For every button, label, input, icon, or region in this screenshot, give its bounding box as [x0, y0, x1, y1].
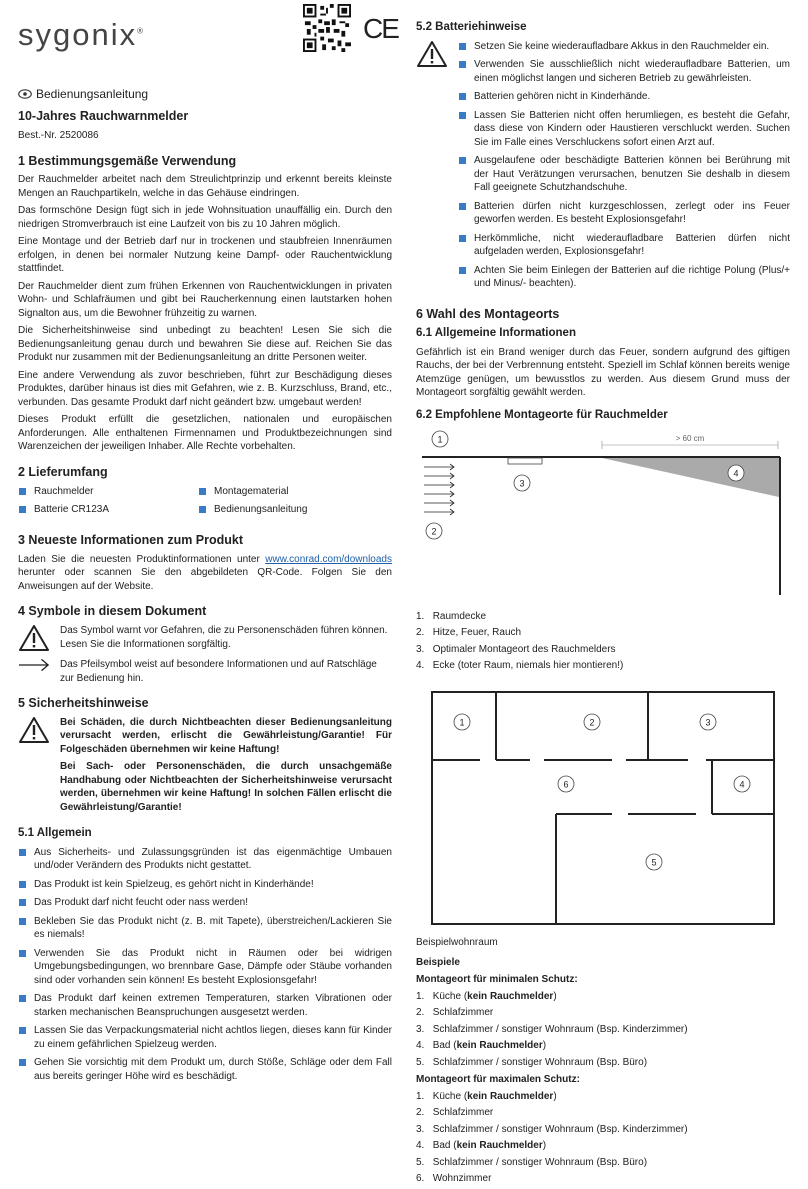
room-4-label: 4: [739, 779, 745, 790]
list-item: 6. Wohnzimmer: [416, 1173, 492, 1185]
s1-para: Der Rauchmelder dient zum frühen Erkennen von Rauchentwicklungen in privaten Wohn- und Schlafräumen und gibt bei Raucherkennung einen lautstarken hohen Signalton aus, um die Bewohner frühzeitig zu warnen.: [18, 280, 392, 319]
warning-text: Bei Schäden, die durch Nichtbeachten dieser Bedienungsanleitung verursacht werden, erlischt die Gewährleistung/Garantie! Für Folgeschäden übernehmen wir keine Haftung!: [60, 716, 392, 755]
list-item: Bekleben Sie das Produkt nicht (z. B. mit Tapete), überstreichen/Lackieren Sie es niemals!: [18, 915, 392, 942]
product-title: 10-Jahres Rauchwarnmelder: [18, 109, 189, 124]
section-4-heading: 4 Symbole in diesem Dokument: [18, 604, 207, 619]
list-item: 1. Küche (kein Rauchmelder): [416, 990, 557, 1002]
list-item: Batterie CR123A: [18, 503, 198, 517]
warning-text: Bei Sach- oder Personenschäden, die durch unsachgemäße Handhabung oder Nichtbeachten der Sicherheitshinweise verursacht werden, übernehmen wir keine Haftung! In solchen Fällen erlischt die Gewährleistung/Garantie!: [60, 761, 392, 813]
list-item: Ausgelaufene oder beschädigte Batterien können bei Berührung mit der Haut Verätzungen verursachen, benutzen Sie deshalb in diesem Fall geeignete Schutzhandschuhe.: [458, 154, 790, 195]
callout-4-label: 4: [733, 468, 739, 479]
list-item: Das Produkt darf nicht feucht oder nass werden!: [18, 896, 392, 910]
list-item: 3. Schlafzimmer / sonstiger Wohnraum (Bsp. Kinderzimmer): [416, 1123, 688, 1135]
max-protection-list: [416, 1090, 790, 1186]
list-item: Achten Sie beim Einlegen der Batterien auf die richtige Polung (Plus/+ und Minus/- beachten).: [458, 264, 790, 291]
list-item: 1. Küche (kein Rauchmelder): [416, 1090, 557, 1102]
floor-plan-diagram: [416, 680, 790, 928]
list-item: Das Produkt ist kein Spielzeug, es gehört nicht in Kinderhände!: [18, 878, 392, 892]
ceiling-diagram: [416, 427, 790, 599]
general-safety-list: [18, 846, 392, 1084]
order-number: Best.-Nr. 2520086: [18, 130, 99, 142]
manual-label-row: [18, 86, 392, 102]
callout-2-label: 2: [431, 526, 437, 537]
list-item: Gehen Sie vorsichtig mit dem Produkt um, durch Stöße, Schläge oder dem Fall aus bereits geringer Höhe wird es beschädigt.: [18, 1056, 392, 1083]
arrow-right-icon: [18, 658, 50, 672]
warning-triangle-icon: [18, 624, 50, 652]
list-item: 3. Schlafzimmer / sonstiger Wohnraum (Bsp. Kinderzimmer): [416, 1023, 688, 1035]
arrow-symbol-row: [18, 658, 392, 685]
ce-mark: CE: [363, 13, 398, 44]
scope-of-delivery: [18, 485, 392, 522]
list-item: Rauchmelder: [18, 485, 198, 499]
list-item: Batterien gehören nicht in Kinderhände.: [458, 90, 790, 104]
list-item: 5. Schlafzimmer / sonstiger Wohnraum (Bsp. Büro): [416, 1156, 648, 1168]
warning-triangle-icon: [18, 716, 50, 744]
warning-triangle-icon: [416, 40, 448, 68]
warning-symbol-row: [18, 624, 392, 652]
manual-label: Bedienungsanleitung: [36, 87, 149, 101]
qr-code-icon: [303, 4, 351, 52]
download-link[interactable]: www.conrad.com/downloads: [265, 553, 392, 565]
diagram-legend: [416, 610, 790, 673]
legend-item: 4. Ecke (toter Raum, niemals hier montieren!): [416, 660, 624, 672]
s1-para: Eine andere Verwendung als zuvor beschrieben, führt zur Beschädigung dieses Produktes, darüber hinaus ist dies mit Gefahren, wie z. B. Kurzschluss, Brand, etc., verbunden. Das gesamte Produkt darf nicht geändert bzw. umgebaut werden!: [18, 369, 392, 408]
list-item: Herkömmliche, nicht wiederaufladbare Batterien dürfen nicht aufgeladen werden, Explosionsgefahr!: [458, 232, 790, 259]
section-5-1-heading: 5.1 Allgemein: [18, 827, 92, 840]
s1-para: Das formschöne Design fügt sich in jede Wohnsituation unauffällig ein. Durch den niedrigen Stromverbrauch ist eine Laufzeit von bis zu 10 Jahren möglich.: [18, 205, 392, 230]
safety-warning: [18, 716, 392, 819]
examples-heading: Beispiele: [416, 956, 460, 968]
legend-item: 2. Hitze, Feuer, Rauch: [416, 627, 522, 639]
section-6-2-heading: 6.2 Empfohlene Montageorte für Rauchmelder: [416, 408, 668, 421]
room-3-label: 3: [705, 717, 711, 728]
battery-notes-list: [458, 40, 790, 296]
left-column: [18, 0, 398, 1088]
min-protection-list: [416, 990, 790, 1070]
figure-caption: Beispielwohnraum: [416, 937, 498, 949]
s1-para: Der Rauchmelder arbeitet nach dem Streulichtprinzip und erkennt bereits kleinste Mengen an Rauchpartikeln, welche in das Gehäuse eindringen.: [18, 174, 392, 199]
right-column: [416, 0, 790, 1189]
section-5-2-heading: 5.2 Batteriehinweise: [416, 21, 527, 33]
distance-label: > 60 cm: [675, 434, 705, 444]
list-item: Verwenden Sie ausschließlich nicht wiederaufladbare Batterien, um einen möglichst langen und sicheren Betrieb zu gewährleisten.: [458, 58, 790, 85]
brand-logo: sygonix®: [18, 17, 146, 52]
s1-para: Dieses Produkt erfüllt die gesetzlichen, nationalen und europäischen Anforderungen. Alle enthaltenen Firmennamen und Produktbezeichnungen sind Warenzeichen der jeweiligen Inhaber. Alle Rechte vorbehalten.: [18, 414, 392, 453]
list-item: Aus Sicherheits- und Zulassungsgründen ist das eigenmächtige Umbauen und/oder Verändern des Produkts nicht gestattet.: [18, 846, 392, 873]
s1-para: Eine Montage und der Betrieb darf nur in trockenen und staubfreien Innenräumen erfolgen, in denen bei normaler Nutzung keine Dampf- oder Rauchentwicklung stattfindet.: [18, 236, 392, 275]
s1-para: Die Sicherheitshinweise sind unbedingt zu beachten! Lesen Sie sich die Bedienungsanleitung genau durch und bewahren Sie diese auf. Reichen Sie das Produkt nur zusammen mit der Bedienungsanleitung an dritte Personen weiter.: [18, 325, 392, 364]
min-protection-heading: Montageort für minimalen Schutz:: [416, 974, 578, 986]
list-item: Lassen Sie Batterien nicht offen herumliegen, es besteht die Gefahr, dass diese von Kindern oder Haustieren verschluckt werden. Suchen Sie im Falle eines Verschluckens sofort einen Arzt auf.: [458, 109, 790, 150]
eye-icon: [18, 89, 32, 99]
list-item: Lassen Sie das Verpackungsmaterial nicht achtlos liegen, dieses kann für Kinder zu einem gefährlichen Spielzeug werden.: [18, 1024, 392, 1051]
room-6-label: 6: [563, 779, 569, 790]
list-item: Montagematerial: [198, 485, 378, 499]
s3-para: Laden Sie die neuesten Produktinformationen unter www.conrad.com/downloads herunter oder scannen Sie den abgebildeten QR-Code. Folgen Sie den Anweisungen auf der Website.: [18, 553, 392, 592]
section-5-heading: 5 Sicherheitshinweise: [18, 696, 149, 711]
list-item: 4. Bad (kein Rauchmelder): [416, 1140, 547, 1152]
section-2-heading: 2 Lieferumfang: [18, 464, 108, 479]
callout-1-label: 1: [437, 434, 443, 445]
list-item: 2. Schlafzimmer: [416, 1107, 494, 1119]
callout-3-label: 3: [519, 478, 525, 489]
list-item: 5. Schlafzimmer / sonstiger Wohnraum (Bsp. Büro): [416, 1056, 648, 1068]
list-item: 2. Schlafzimmer: [416, 1007, 494, 1019]
list-item: Setzen Sie keine wiederaufladbare Akkus in den Rauchmelder ein.: [458, 40, 790, 54]
room-1-label: 1: [459, 717, 465, 728]
list-item: Batterien dürfen nicht kurzgeschlossen, zerlegt oder ins Feuer geworfen werden. Es besteht Explosionsgefahr!: [458, 200, 790, 227]
list-item: 4. Bad (kein Rauchmelder): [416, 1040, 547, 1052]
list-item: Verwenden Sie das Produkt nicht in Räumen oder bei widrigen Umgebungsbedingungen, wo brennbare Gase, Dämpfe oder Stäube vorhanden sind oder vorhanden sein können! Es besteht Explosionsgefahr!: [18, 947, 392, 988]
section-6-heading: 6 Wahl des Montageorts: [416, 306, 560, 321]
smoke-detector: [508, 458, 542, 464]
legend-item: 3. Optimaler Montageort des Rauchmelders: [416, 643, 616, 655]
list-item: Das Produkt darf keinen extremen Temperaturen, starken Vibrationen oder starken mechanischen Beanspruchungen ausgesetzt werden.: [18, 992, 392, 1019]
s61-para: Gefährlich ist ein Brand weniger durch das Feuer, sondern aufgrund des giftigen Rauchs, der bei der Verbrennung entsteht. Speziell im Schlaf können bereits wenige Atemzüge genügen, um bewusstlos zu werden. Aus diesem Grund muss der Montageort sorgfältig gewählt werden.: [416, 346, 790, 399]
room-2-label: 2: [589, 717, 595, 728]
section-1-heading: 1 Bestimmungsgemäße Verwendung: [18, 153, 237, 168]
warning-symbol-text: Das Symbol warnt vor Gefahren, die zu Personenschäden führen können. Lesen Sie die Informationen sorgfältig.: [60, 625, 388, 650]
section-3-heading: 3 Neueste Informationen zum Produkt: [18, 532, 244, 547]
arrow-symbol-text: Das Pfeilsymbol weist auf besondere Informationen und auf Ratschläge zur Bedienung hin.: [60, 659, 377, 684]
section-6-1-heading: 6.1 Allgemeine Informationen: [416, 327, 576, 340]
max-protection-heading: Montageort für maximalen Schutz:: [416, 1074, 580, 1086]
list-item: Bedienungsanleitung: [198, 503, 378, 517]
room-5-label: 5: [651, 857, 657, 868]
legend-item: 1. Raumdecke: [416, 610, 487, 622]
